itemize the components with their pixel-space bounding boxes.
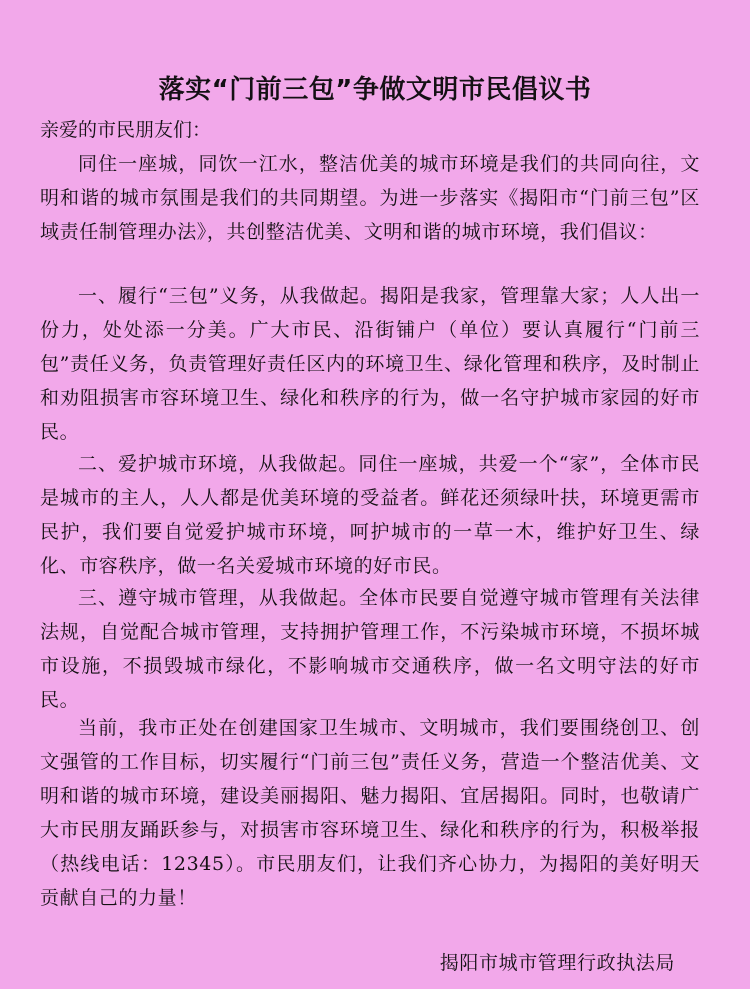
salutation: 亲爱的市民朋友们： — [40, 119, 212, 141]
paragraph-point-one: 一、履行“三包”义务，从我做起。揭阳是我家，管理靠大家；人人出一份力，处处添一分美。广大市民、沿街铺户（单位）要认真履行“门前三包”责任义务，负责管理好责任区内的环境卫生、绿化管理和秩序，及时制止和劝阻损害市容环境卫生、绿化和秩序的行为，做一名守护城市家园的好市民。 — [40, 285, 700, 443]
issuer-signature: 揭阳市城市管理行政执法局 — [439, 952, 675, 974]
document-title: 落实“门前三包”争做文明市民倡议书 — [158, 75, 592, 105]
paragraph-point-three: 三、遵守城市管理，从我做起。全体市民要自觉遵守城市管理有关法律法规，自觉配合城市管理，支持拥护管理工作，不污染城市环境，不损坏城市设施，不损毁城市绿化，不影响城市交通秩序，做一名文明守法的好市民。 — [40, 587, 700, 711]
paragraph-point-two: 二、爱护城市环境，从我做起。同住一座城，共爱一个“家”，全体市民是城市的主人，人人都是优美环境的受益者。鲜花还须绿叶扶，环境更需市民护，我们要自觉爱护城市环境，呵护城市的一草一木，维护好卫生、绿化、市容秩序，做一名关爱城市环境的好市民。 — [40, 453, 700, 577]
paragraph-intro: 同住一座城，同饮一江水，整洁优美的城市环境是我们的共同向往，文明和谐的城市氛围是我们的共同期望。为进一步落实《揭阳市“门前三包”区域责任制管理办法》，共创整洁优美、文明和谐的城市环境，我们倡议： — [40, 153, 700, 243]
paragraph-conclusion: 当前，我市正处在创建国家卫生城市、文明城市，我们要围绕创卫、创文强管的工作目标，切实履行“门前三包”责任义务，营造一个整洁优美、文明和谐的城市环境，建设美丽揭阳、魅力揭阳、宜居揭阳。同时，也敬请广大市民朋友踊跃参与，对损害市容环境卫生、绿化和秩序的行为，积极举报（热线电话：12345）。市民朋友们，让我们齐心协力，为揭阳的美好明天贡献自己的力量！ — [40, 717, 700, 909]
